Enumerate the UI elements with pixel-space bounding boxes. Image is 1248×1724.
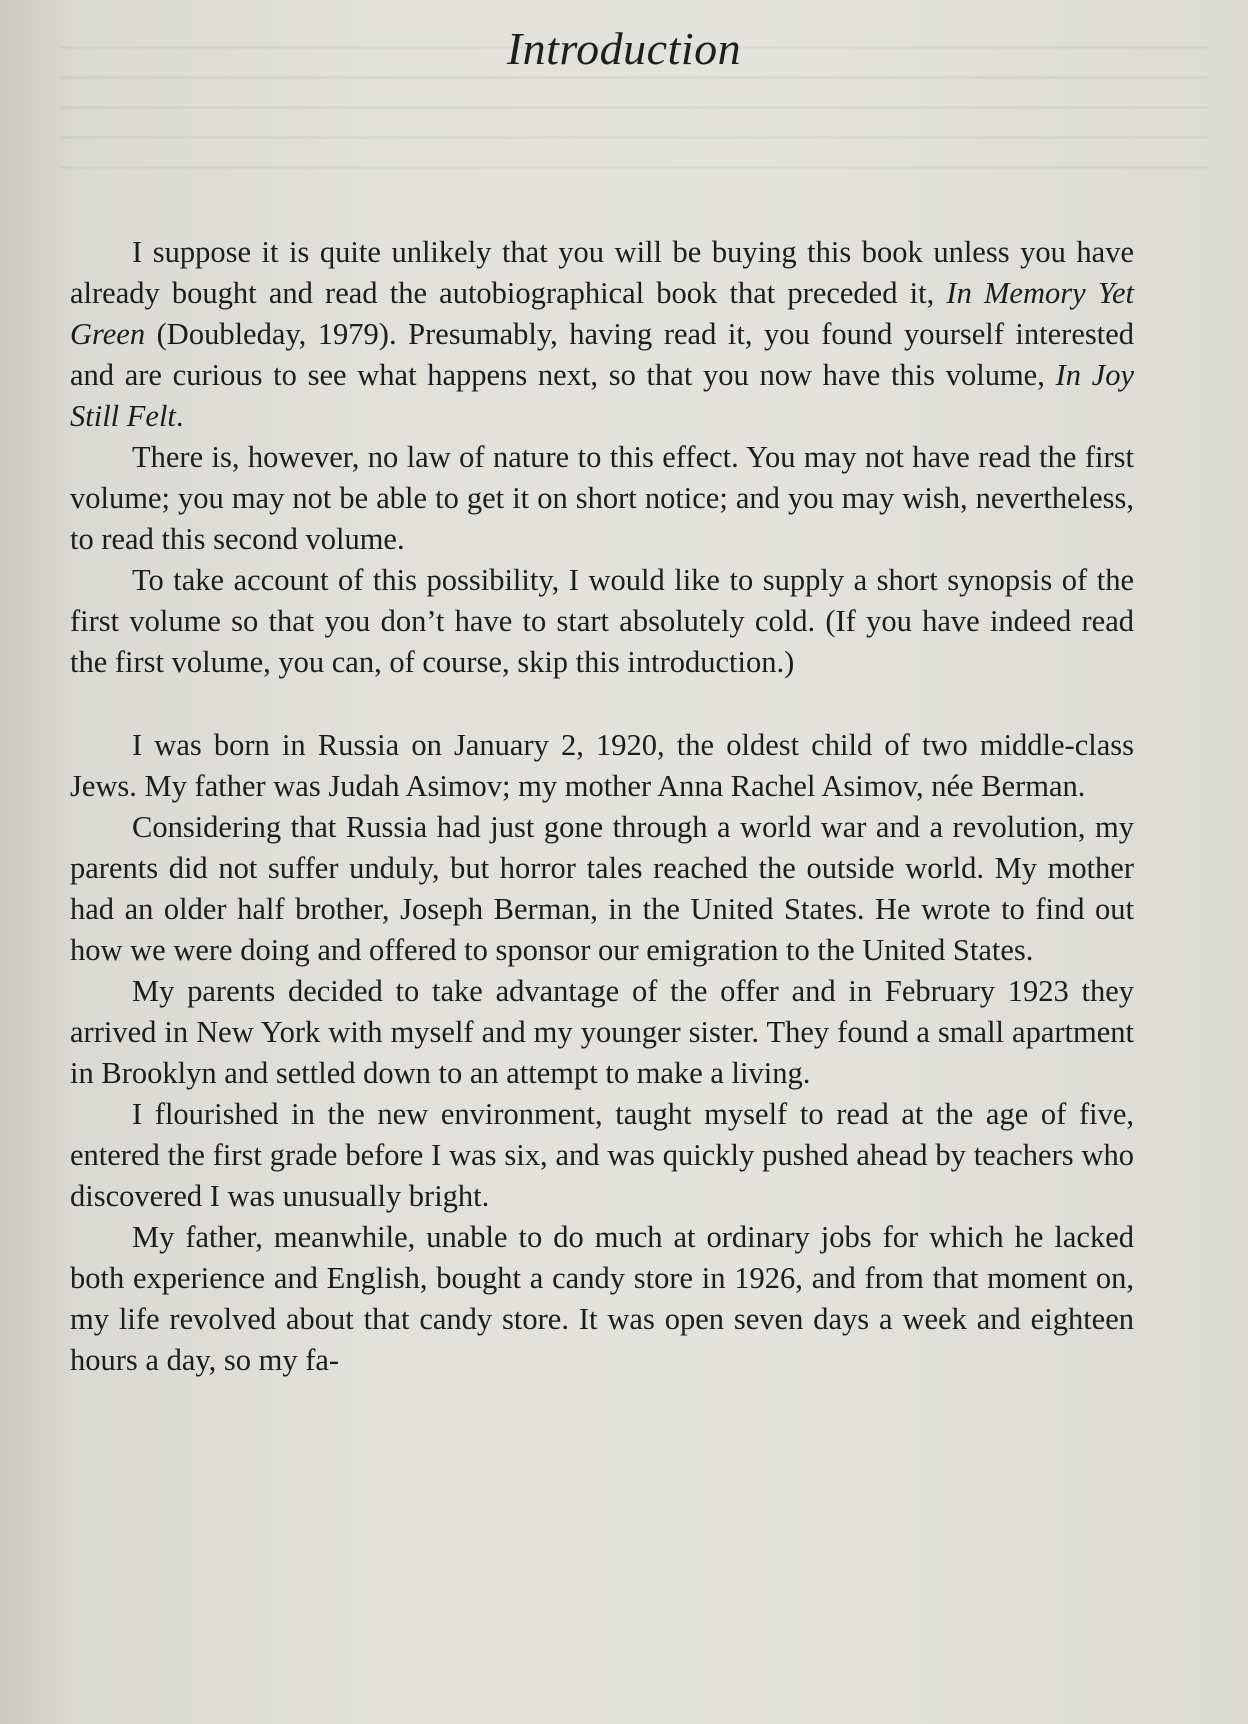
section-break [70, 683, 1134, 725]
paragraph-2: There is, however, no law of nature to this effect. You may not have read the first volume; you may not be able to get it on short notice; and you may wish, nevertheless, to read this second volume. [70, 440, 1134, 556]
paragraph-1-text-c: . [175, 399, 184, 433]
paragraph-6: My parents decided to take advantage of the offer and in February 1923 they arrived in New York with myself and my younger sister. They found a small apartment in Brooklyn and settled down to an attempt to make a living. [70, 974, 1134, 1090]
paragraph-7: I flourished in the new environment, taught myself to read at the age of five, entered the first grade before I was six, and was quickly pushed ahead by teachers who discovered I was unusually bright. [70, 1097, 1134, 1213]
page-title: Introduction [506, 23, 742, 74]
paragraph-3: To take account of this possibility, I would like to supply a short synopsis of the first volume so that you don’t have to start absolutely cold. (If you have indeed read the first volume, you can, of course, skip this introduction.) [70, 563, 1134, 679]
body-text [70, 232, 1134, 1381]
paragraph-1-text-b: (Doubleday, 1979). Presumably, having read it, you found yourself interested and are curious to see what happens next, so that you now have this volume, [70, 317, 1134, 392]
paragraph-1-text-a: I suppose it is quite unlikely that you will be buying this book unless you have already bought and read the autobiographical book that preceded it, [70, 235, 1134, 310]
paragraph-5: Considering that Russia had just gone through a world war and a revolution, my parents did not suffer unduly, but horror tales reached the outside world. My mother had an older half brother, Joseph Berman, in the United States. He wrote to find out how we were doing and offered to sponsor our emigration to the United States. [70, 810, 1134, 967]
paragraph-1 [70, 232, 1134, 437]
paragraph-4: I was born in Russia on January 2, 1920, the oldest child of two middle-class Jews. My father was Judah Asimov; my mother Anna Rachel Asimov, née Berman. [70, 728, 1134, 803]
book-title-in-joy-still-felt: In Joy Still Felt [70, 358, 1134, 433]
book-title-in-memory-yet-green: In Memory Yet Green [70, 276, 1134, 351]
paragraph-8: My father, meanwhile, unable to do much at ordinary jobs for which he lacked both experience and English, bought a candy store in 1926, and from that moment on, my life revolved about that candy store. It was open seven days a week and eighteen hours a day, so my fa- [70, 1220, 1134, 1377]
